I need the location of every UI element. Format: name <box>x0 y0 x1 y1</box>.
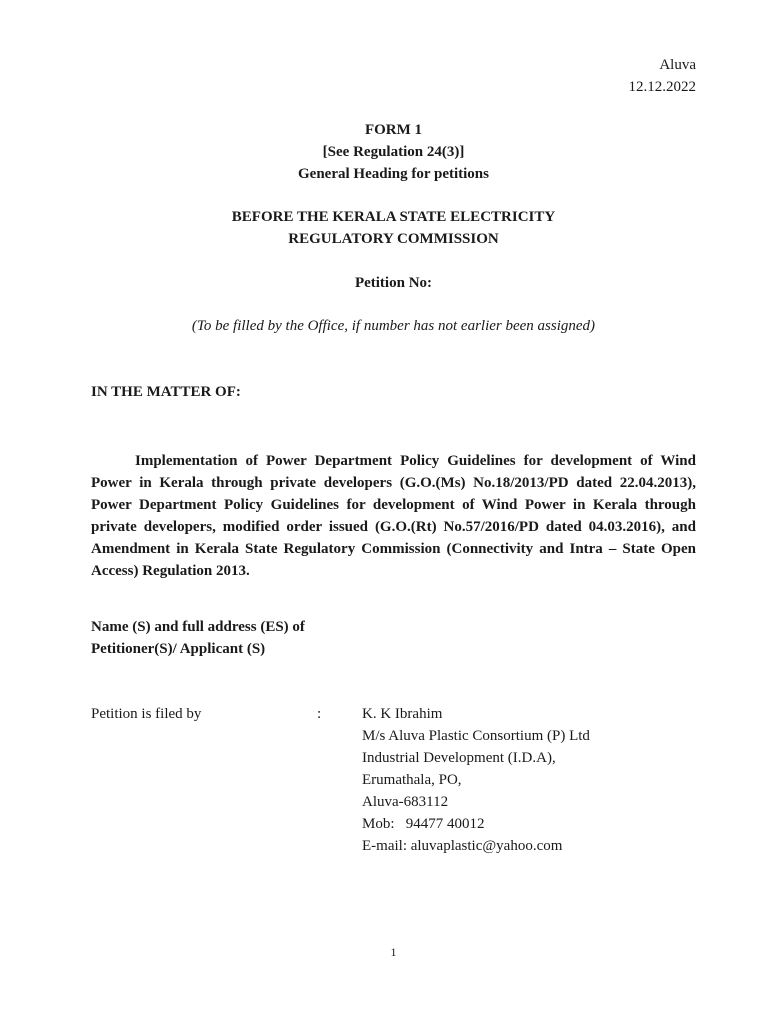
petitioner-name: K. K Ibrahim <box>362 706 443 722</box>
page-number: 1 <box>390 945 397 959</box>
regulation-reference: [See Regulation 24(3)] <box>322 144 465 160</box>
name-address-heading <box>91 616 305 660</box>
petitioner-email: E-mail: aluvaplastic@yahoo.com <box>362 838 563 854</box>
name-address-line-2: Petitioner(S)/ Applicant (S) <box>91 641 266 657</box>
commission-line-2: REGULATORY COMMISSION <box>288 231 499 247</box>
petition-number-label: Petition No: <box>354 275 433 291</box>
form-heading <box>91 119 696 185</box>
petitioner-address <box>362 703 590 857</box>
subject-paragraph: Implementation of Power Department Policy Guidelines for development of Wind Power in Kerala through private developers (G.O.(Ms) No.18/2013/PD dated 22.04.2013), Power Department Policy Guidelines for development of Wind Power in Kerala through private developers, modified order issued (G.O.(Rt) No.57/2016/PD dated 04.03.2016), and Amendment in Kerala State Regulatory Commission (Connectivity and Intra – State Open Access) Regulation 2013. <box>91 453 696 579</box>
form-number: FORM 1 <box>364 122 423 138</box>
matter-heading: IN THE MATTER OF: <box>91 384 241 400</box>
petitioner-po: Erumathala, PO, <box>362 772 462 788</box>
petitioner-area: Industrial Development (I.D.A), <box>362 750 556 766</box>
commission-line-1: BEFORE THE KERALA STATE ELECTRICITY <box>231 209 556 225</box>
date: 12.12.2022 <box>628 79 696 95</box>
general-heading: General Heading for petitions <box>298 166 489 182</box>
petitioner-mobile: Mob: 94477 40012 <box>362 816 485 832</box>
place-date-block <box>629 54 697 98</box>
petitioner-city: Aluva-683112 <box>362 794 449 810</box>
filed-by-colon: : <box>317 706 322 722</box>
petitioner-company: M/s Aluva Plastic Consortium (P) Ltd <box>362 728 590 744</box>
name-address-line-1: Name (S) and full address (ES) of <box>91 619 305 635</box>
place: Aluva <box>659 57 696 73</box>
commission-heading <box>91 206 696 250</box>
document-page <box>91 0 696 1024</box>
filed-by-label: Petition is filed by <box>91 706 202 722</box>
office-fill-note: (To be filled by the Office, if number has not earlier been assigned) <box>191 318 596 334</box>
